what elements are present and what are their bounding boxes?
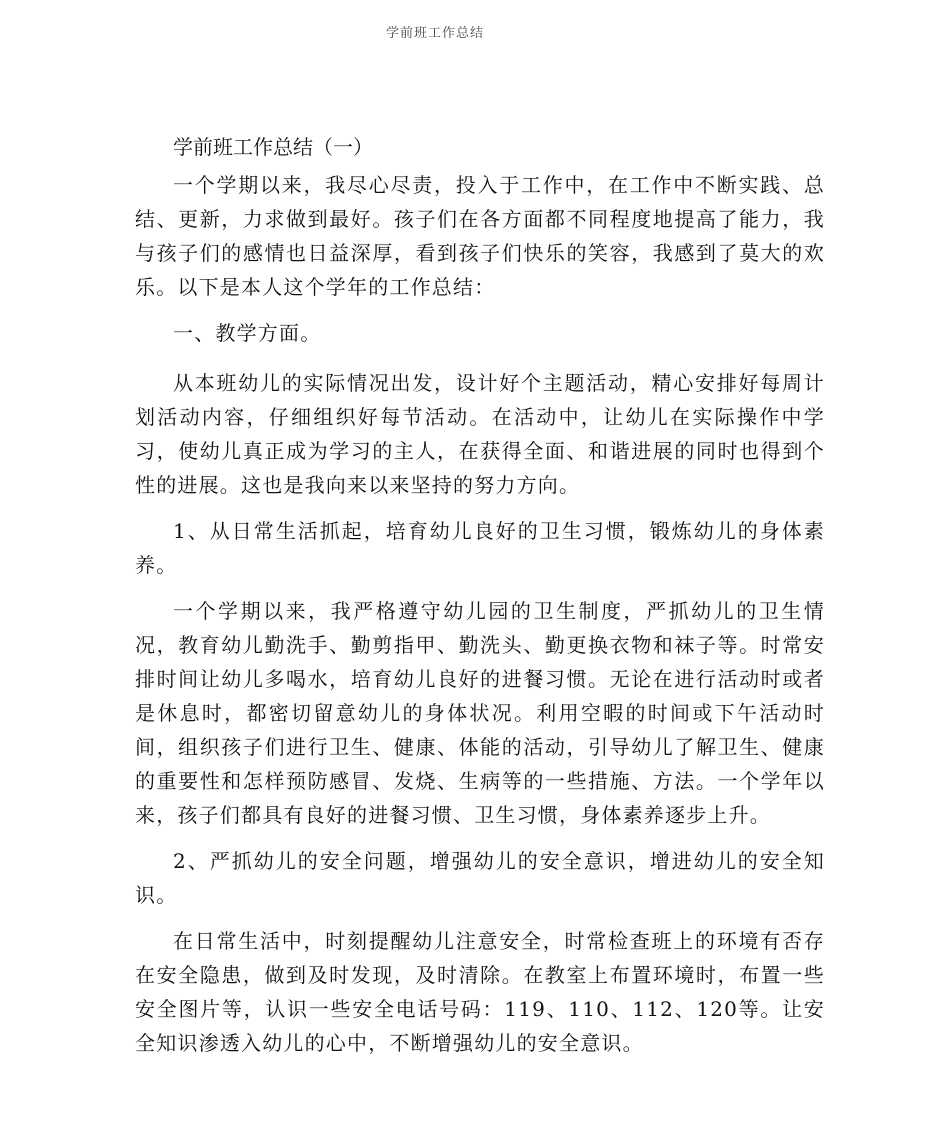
subheading-safety: 2、严抓幼儿的安全问题，增强幼儿的安全意识，增进幼儿的安全知识。 <box>135 849 825 907</box>
paragraph-hygiene: 一个学期以来，我严格遵守幼儿园的卫生制度，严抓幼儿的卫生情况，教育幼儿勤洗手、勤剪指甲、勤洗头、勤更换衣物和袜子等。时常安排时间让幼儿多喝水，培育幼儿良好的进餐习惯。无论在进行活动时或者是休息时，都密切留意幼儿的身体状况。利用空暇的时间或下午活动时间，组织孩子们进行卫生、健康、体能的活动，引导幼儿了解卫生、健康的重要性和怎样预防感冒、发烧、生病等的一些措施、方法。一个学年以来，孩子们都具有良好的进餐习惯、卫生习惯，身体素养逐步上升。 <box>135 599 825 827</box>
subheading-hygiene: 1、从日常生活抓起，培育幼儿良好的卫生习惯，锻炼幼儿的身体素养。 <box>135 519 825 577</box>
paragraph-safety: 在日常生活中，时刻提醒幼儿注意安全，时常检查班上的环境有否存在安全隐患，做到及时发现，及时清除。在教室上布置环境时，布置一些安全图片等，认识一些安全电话号码：119、110、112、120等。让安全知识渗透入幼儿的心中，不断增强幼儿的安全意识。 <box>135 929 825 1055</box>
running-header: 学前班工作总结 <box>385 26 484 41</box>
document-body <box>135 130 825 1072</box>
paragraph-intro: 一个学期以来，我尽心尽责，投入于工作中，在工作中不断实践、总结、更新，力求做到最好。孩子们在各方面都不同程度地提高了能力，我与孩子们的感情也日益深厚，看到孩子们快乐的笑容，我感到了莫大的欢乐。以下是本人这个学年的工作总结： <box>135 173 825 299</box>
paragraph-teaching: 从本班幼儿的实际情况出发，设计好个主题活动，精心安排好每周计划活动内容，仔细组织好每节活动。在活动中，让幼儿在实际操作中学习，使幼儿真正成为学习的主人，在获得全面、和谐进展的同时也得到个性的进展。这也是我向来以来坚持的努力方向。 <box>135 371 825 497</box>
document-title: 学前班工作总结（一） <box>173 135 373 159</box>
section-heading-teaching: 一、教学方面。 <box>173 321 322 345</box>
